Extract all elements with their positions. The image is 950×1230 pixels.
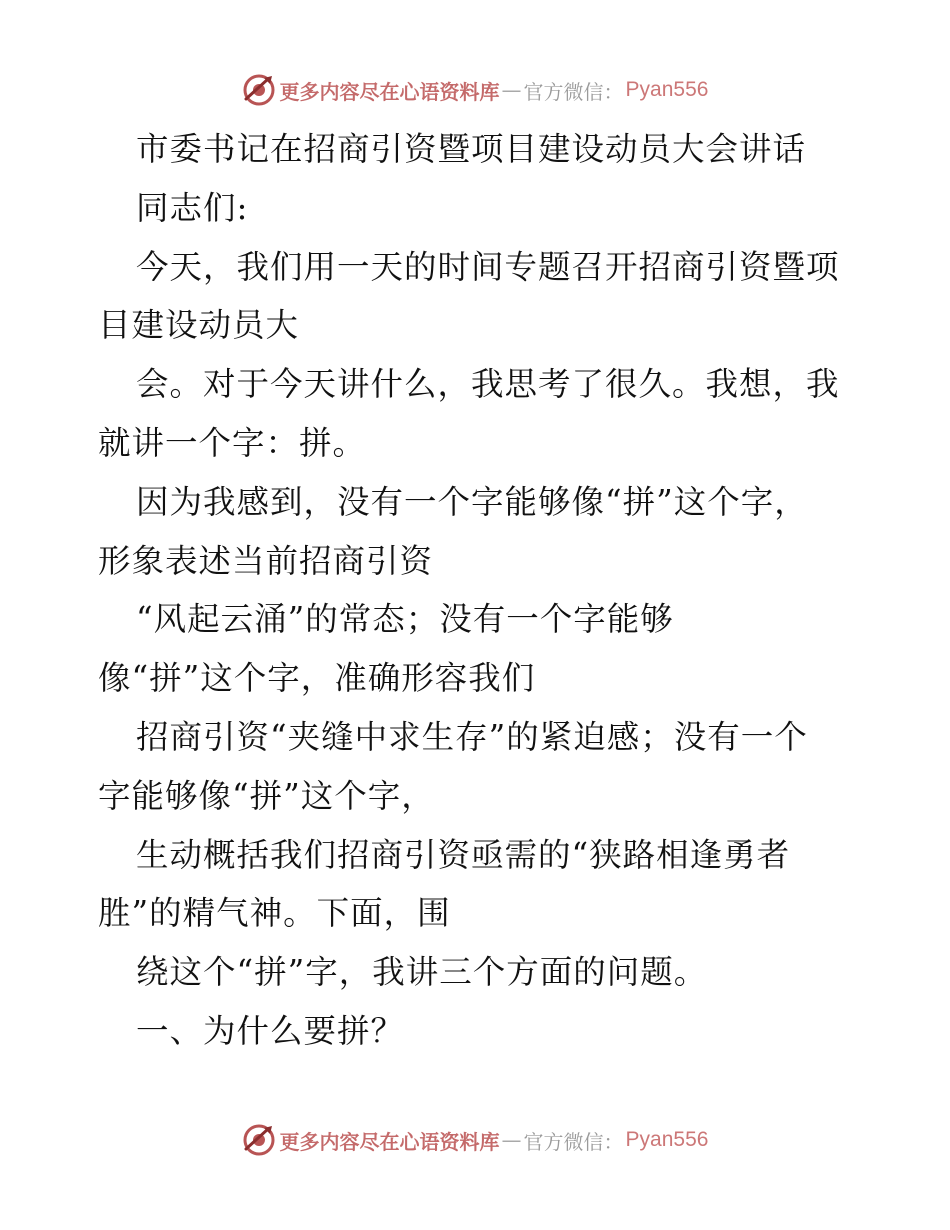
promo-text: 更多内容尽在心语资料库 <box>279 79 500 104</box>
body-line: 因为我感到，没有一个字能够像“拼”这个字， <box>136 482 808 521</box>
wechat-id: Pyan556 <box>625 78 709 101</box>
logo-icon <box>242 73 276 107</box>
document-title: 市委书记在招商引资暨项目建设动员大会讲话 <box>136 130 807 168</box>
body-line: “风起云涌”的常态；没有一个字能够 <box>136 600 674 639</box>
logo-icon <box>242 1123 276 1157</box>
body-line: 生动概括我们招商引资亟需的“狭路相逢勇者 <box>136 835 791 874</box>
header-banner <box>0 70 950 110</box>
wechat-label: 官方微信： <box>523 79 624 104</box>
wechat-label: 官方微信： <box>523 1129 624 1154</box>
body-line: 像“拼”这个字，准确形容我们 <box>98 659 536 698</box>
body-line: 字能够像“拼”这个字， <box>98 776 435 815</box>
banner-separator: — <box>501 78 522 102</box>
body-line: 胜”的精气神。下面，围 <box>98 894 451 933</box>
body-line: 招商引资“夹缝中求生存”的紧迫感；没有一个 <box>136 717 808 756</box>
body-line: 形象表述当前招商引资 <box>98 541 434 580</box>
wechat-id: Pyan556 <box>625 1128 709 1151</box>
body-line: 目建设动员大 <box>98 306 300 345</box>
banner-separator: — <box>501 1128 522 1152</box>
body-line: 今天，我们用一天的时间专题召开招商引资暨项 <box>136 247 840 286</box>
document-body <box>98 120 858 1061</box>
section-heading: 一、为什么要拼？ <box>136 1011 405 1050</box>
footer-banner <box>0 1120 950 1160</box>
body-line: 绕这个“拼”字，我讲三个方面的问题。 <box>136 953 708 992</box>
salutation: 同志们: <box>136 188 249 227</box>
body-line: 就讲一个字：拼。 <box>98 423 367 462</box>
promo-text: 更多内容尽在心语资料库 <box>279 1129 500 1154</box>
body-line: 会。对于今天讲什么，我思考了很久。我想，我 <box>136 365 840 404</box>
